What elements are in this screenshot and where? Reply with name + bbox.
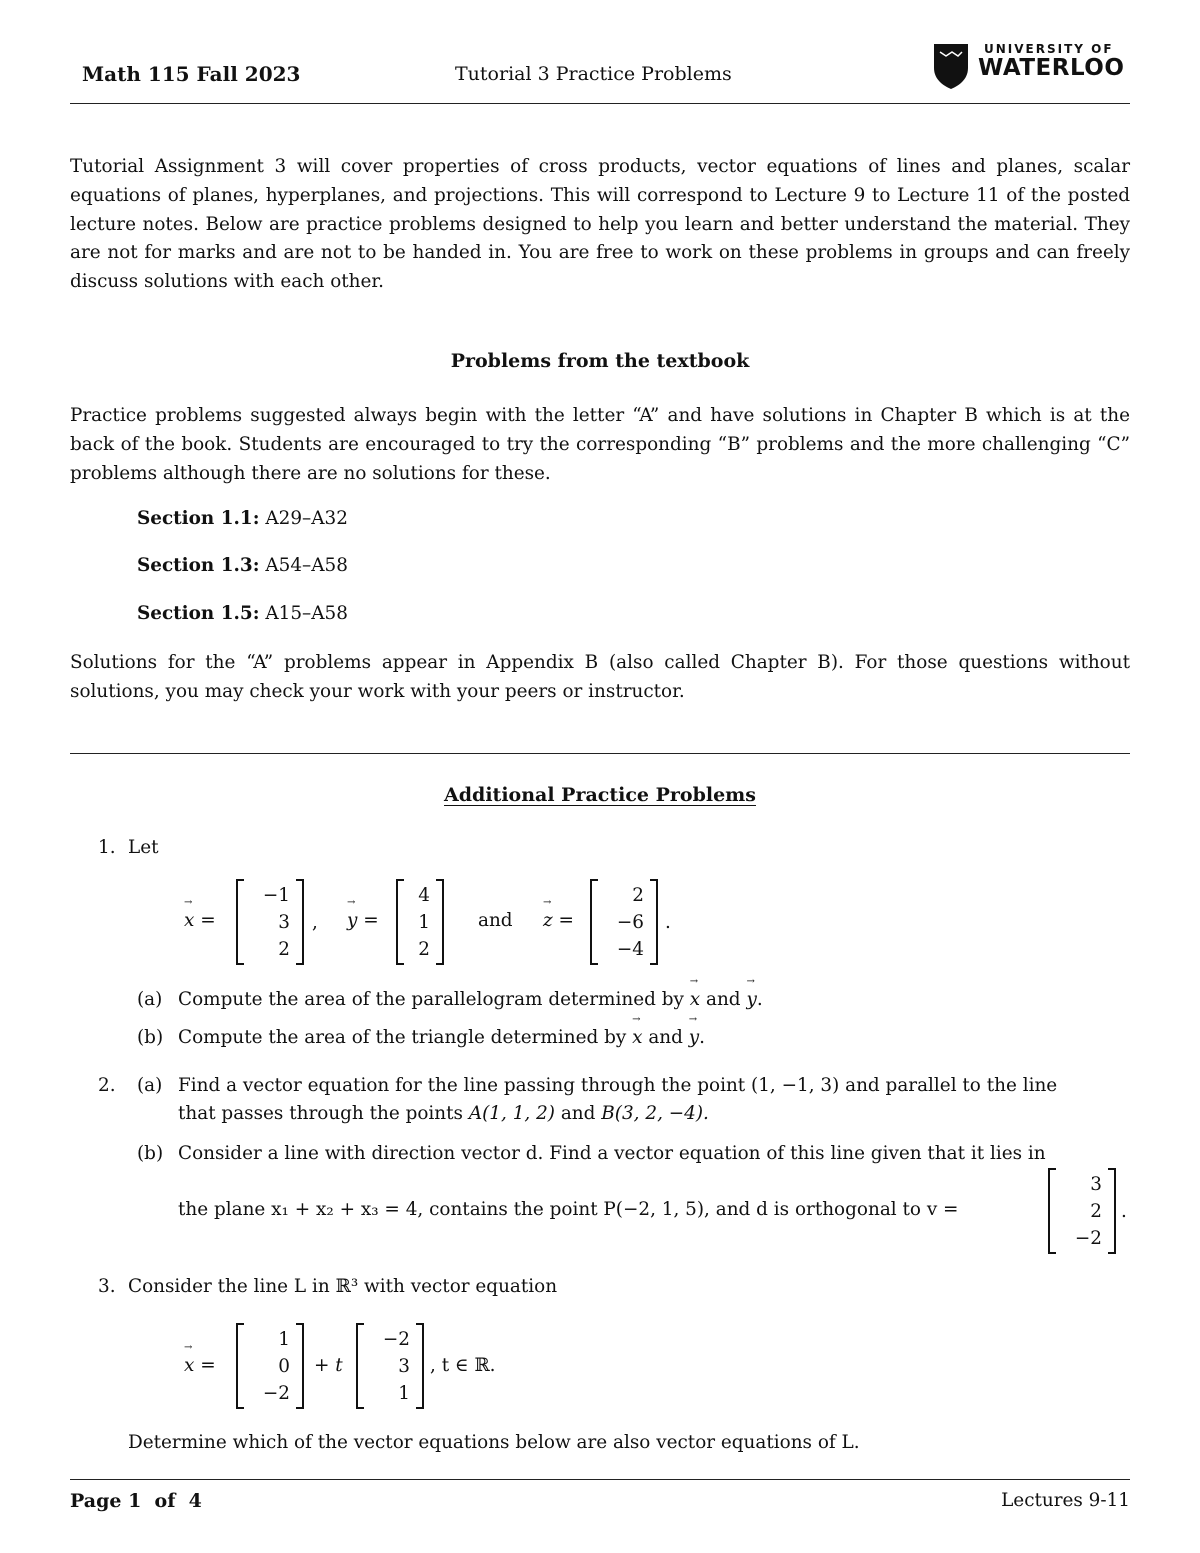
matrix-entry: 3	[278, 911, 290, 933]
matrix-entry: 1	[418, 911, 430, 933]
lecture-range: Lectures 9-11	[1001, 1490, 1130, 1511]
part-label: (b)	[137, 1143, 164, 1164]
comma: ,	[312, 912, 318, 933]
matrix-entry: 1	[278, 1328, 290, 1350]
part-text: Consider a line with direction vector d. Find a vector equation of this line given that it lies in	[178, 1143, 1046, 1164]
part-text-body: that passes through the points	[178, 1103, 463, 1124]
vector-symbol: z →	[543, 910, 553, 931]
matrix-entry: −1	[262, 884, 290, 906]
section-problems: A29–A32	[265, 508, 348, 529]
matrix-entry: 3	[1090, 1173, 1102, 1195]
matrix-entry: −2	[262, 1382, 290, 1404]
problem-number: 3.	[98, 1276, 116, 1297]
section-label: Section 1.5:	[137, 603, 260, 624]
and-word: and	[560, 1103, 596, 1124]
vector-y-matrix	[396, 879, 444, 965]
vector-y-label: y → =	[347, 910, 379, 931]
part-text: Find a vector equation for the line passing through the point (1, −1, 3) and parallel to the line	[178, 1075, 1058, 1096]
point-a: A(1, 1, 2)	[468, 1103, 555, 1124]
header-rule	[70, 103, 1130, 104]
logo-top-text: UNIVERSITY OF	[984, 42, 1114, 56]
part-text-body: Compute the area of the parallelogram determined by	[178, 989, 684, 1010]
matrix-entry: 4	[418, 884, 430, 906]
section-line	[137, 508, 348, 529]
matrix-entry: 2	[278, 938, 290, 960]
page-header	[70, 42, 1130, 92]
point-b: B(3, 2, −4).	[601, 1103, 709, 1124]
vector-symbol: x →	[632, 1027, 642, 1048]
vector-z-matrix	[590, 879, 658, 965]
section-divider	[70, 753, 1130, 754]
vector-symbol: x →	[184, 1355, 194, 1376]
solutions-note: Solutions for the “A” problems appear in Appendix B (also called Chapter B). For those questions without solutions, you may check your work with your peers or instructor.	[70, 652, 1130, 702]
vector-symbol: x →	[184, 910, 194, 931]
matrix-entry: −4	[616, 938, 644, 960]
document-title: Tutorial 3 Practice Problems	[455, 63, 732, 85]
part-label: (b)	[137, 1027, 164, 1048]
textbook-description: Practice problems suggested always begin with the letter “A” and have solutions in Chapter B which is at the back of the book. Students are encouraged to try the corresponding “B” problems and the more challenging “C” problems although there are no solutions for these.	[70, 405, 1130, 484]
problem-intro: Consider the line L in ℝ³ with vector equation	[128, 1276, 558, 1297]
vector-v-matrix	[1048, 1168, 1116, 1254]
matrix-entry: 2	[418, 938, 430, 960]
problem-number: 2.	[98, 1075, 116, 1096]
matrix-entry: 3	[398, 1355, 410, 1377]
section-problems: A15–A58	[265, 603, 348, 624]
logo-main-text: WATERLOO	[978, 55, 1125, 81]
matrix-entry: 1	[398, 1382, 410, 1404]
matrix-entry: −2	[382, 1328, 410, 1350]
vector-z-label: z → =	[543, 910, 574, 931]
section-line	[137, 603, 348, 624]
part-text: Compute the area of the triangle determined by x → and y →.	[178, 1027, 705, 1048]
vector-x-matrix	[236, 879, 304, 965]
parameter-domain: , t ∈ ℝ.	[430, 1355, 496, 1376]
part-text-body: Compute the area of the triangle determined by	[178, 1027, 627, 1048]
and-word: and	[705, 989, 741, 1010]
problem-intro: Let	[128, 837, 159, 858]
part-label: (a)	[137, 1075, 163, 1096]
footer-rule	[70, 1479, 1130, 1480]
matrix-entry: 2	[632, 884, 644, 906]
university-logo	[932, 42, 1130, 92]
parameter: + t	[314, 1355, 343, 1376]
matrix-entry: 2	[1090, 1200, 1102, 1222]
course-title: Math 115 Fall 2023	[82, 62, 301, 86]
point-matrix	[236, 1323, 304, 1409]
section-line	[137, 555, 348, 576]
matrix-entry: 0	[278, 1355, 290, 1377]
matrix-entry: −2	[1074, 1227, 1102, 1249]
vector-symbol: y →	[347, 910, 357, 931]
section-problems: A54–A58	[265, 555, 348, 576]
vector-x-label: x → =	[184, 1355, 216, 1376]
vector-symbol: y →	[746, 989, 756, 1010]
period: .	[1121, 1201, 1127, 1222]
period: .	[665, 912, 671, 933]
page-number: Page 1 of 4	[70, 1490, 202, 1512]
vector-symbol: x →	[690, 989, 700, 1010]
section-label: Section 1.1:	[137, 508, 260, 529]
and-word: and	[478, 910, 513, 931]
textbook-heading: Problems from the textbook	[450, 350, 750, 372]
direction-matrix	[356, 1323, 424, 1409]
additional-heading-text: Additional Practice Problems	[444, 784, 756, 806]
matrix-entry: −6	[616, 911, 644, 933]
problem-question: Determine which of the vector equations below are also vector equations of L.	[128, 1432, 860, 1453]
vector-x-label: x → =	[184, 910, 216, 931]
section-label: Section 1.3:	[137, 555, 260, 576]
and-word: and	[648, 1027, 683, 1048]
shield-icon	[932, 42, 970, 90]
part-text: Compute the area of the parallelogram determined by x → and y →.	[178, 989, 763, 1010]
intro-paragraph: Tutorial Assignment 3 will cover properties of cross products, vector equations of lines and planes, scalar equations of planes, hyperplanes, and projections. This will correspond to Lecture 9 to Lecture 11 of the posted lecture notes. Below are practice problems designed to help you learn and better understand the material. They are not for marks and are not to be handed in. You are free to work on these problems in groups and can freely discuss solutions with each other.	[70, 156, 1130, 293]
problem-number: 1.	[98, 837, 116, 858]
part-text	[178, 1103, 709, 1124]
vector-symbol: y →	[689, 1027, 699, 1048]
part-text: the plane x₁ + x₂ + x₃ = 4, contains the point P(−2, 1, 5), and d is orthogonal to v =	[178, 1199, 959, 1220]
part-label: (a)	[137, 989, 163, 1010]
additional-heading	[70, 784, 1130, 806]
